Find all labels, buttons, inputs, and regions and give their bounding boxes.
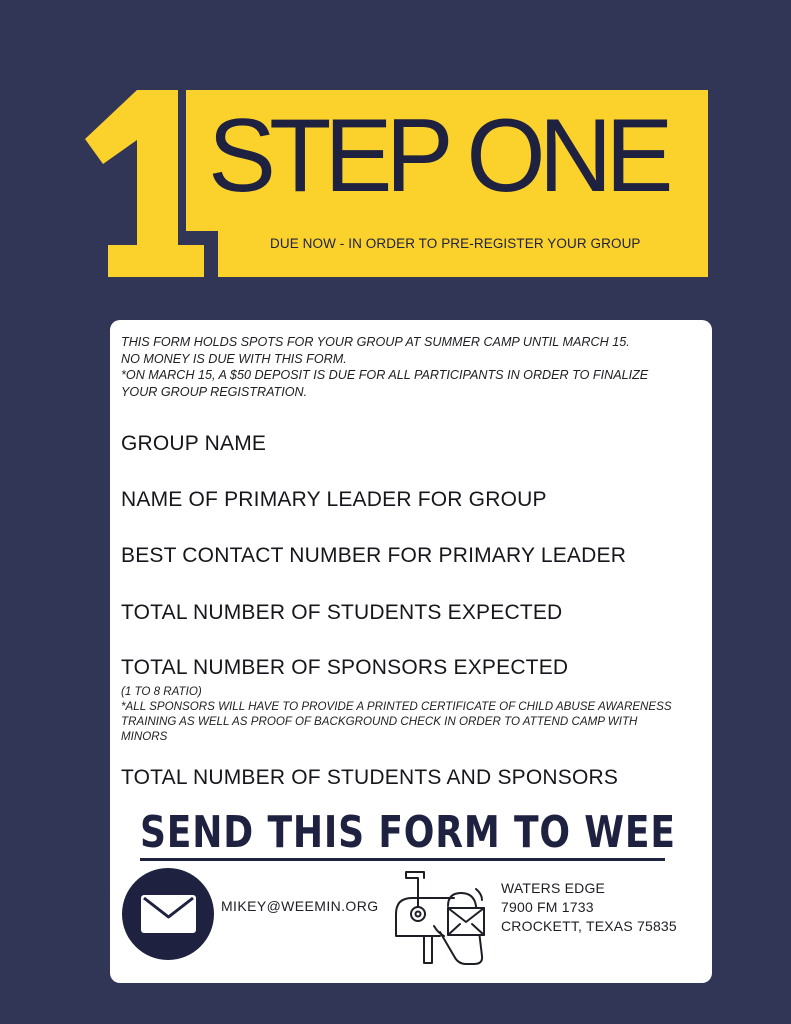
heading-underline <box>140 858 665 861</box>
registration-form-card <box>110 320 712 983</box>
sponsors-note <box>121 684 701 744</box>
form-notice <box>121 334 701 400</box>
page-title: STEP ONE <box>208 98 667 214</box>
field-group-name[interactable]: GROUP NAME <box>121 432 267 455</box>
address-line: WATERS EDGE <box>501 880 606 896</box>
field-primary-leader-name[interactable]: NAME OF PRIMARY LEADER FOR GROUP <box>121 488 547 511</box>
send-form-heading: SEND THIS FORM TO WEE <box>140 807 676 858</box>
notice-line: NO MONEY IS DUE WITH THIS FORM. <box>121 351 347 366</box>
notice-line: THIS FORM HOLDS SPOTS FOR YOUR GROUP AT SUMMER CAMP UNTIL MARCH 15. <box>121 335 630 349</box>
notice-line: *ON MARCH 15, A $50 DEPOSIT IS DUE FOR ALL PARTICIPANTS IN ORDER TO FINALIZE <box>121 368 649 382</box>
sponsors-note-line: TRAINING AS WELL AS PROOF OF BACKGROUND CHECK IN ORDER TO ATTEND CAMP WITH <box>121 715 638 728</box>
mailbox-icon <box>394 870 494 966</box>
field-sponsors-expected[interactable]: TOTAL NUMBER OF SPONSORS EXPECTED <box>121 656 569 679</box>
contact-email[interactable]: MIKEY@WEEMIN.ORG <box>221 898 379 914</box>
sponsors-note-line: MINORS <box>121 730 168 743</box>
envelope-icon <box>141 895 196 933</box>
page-subtitle: DUE NOW - IN ORDER TO PRE-REGISTER YOUR GROUP <box>270 236 641 251</box>
address-line: CROCKETT, TEXAS 75835 <box>501 918 677 934</box>
email-badge <box>122 868 214 960</box>
sponsors-ratio: (1 TO 8 RATIO) <box>121 685 202 698</box>
field-students-expected[interactable]: TOTAL NUMBER OF STUDENTS EXPECTED <box>121 601 563 624</box>
sponsors-note-line: *ALL SPONSORS WILL HAVE TO PROVIDE A PRINTED CERTIFICATE OF CHILD ABUSE AWARENESS <box>121 700 672 713</box>
notice-line: YOUR GROUP REGISTRATION. <box>121 384 308 399</box>
field-primary-leader-contact[interactable]: BEST CONTACT NUMBER FOR PRIMARY LEADER <box>121 544 627 567</box>
mailing-address <box>501 879 677 936</box>
address-line: 7900 FM 1733 <box>501 899 594 915</box>
field-students-and-sponsors-total[interactable]: TOTAL NUMBER OF STUDENTS AND SPONSORS <box>121 766 619 789</box>
